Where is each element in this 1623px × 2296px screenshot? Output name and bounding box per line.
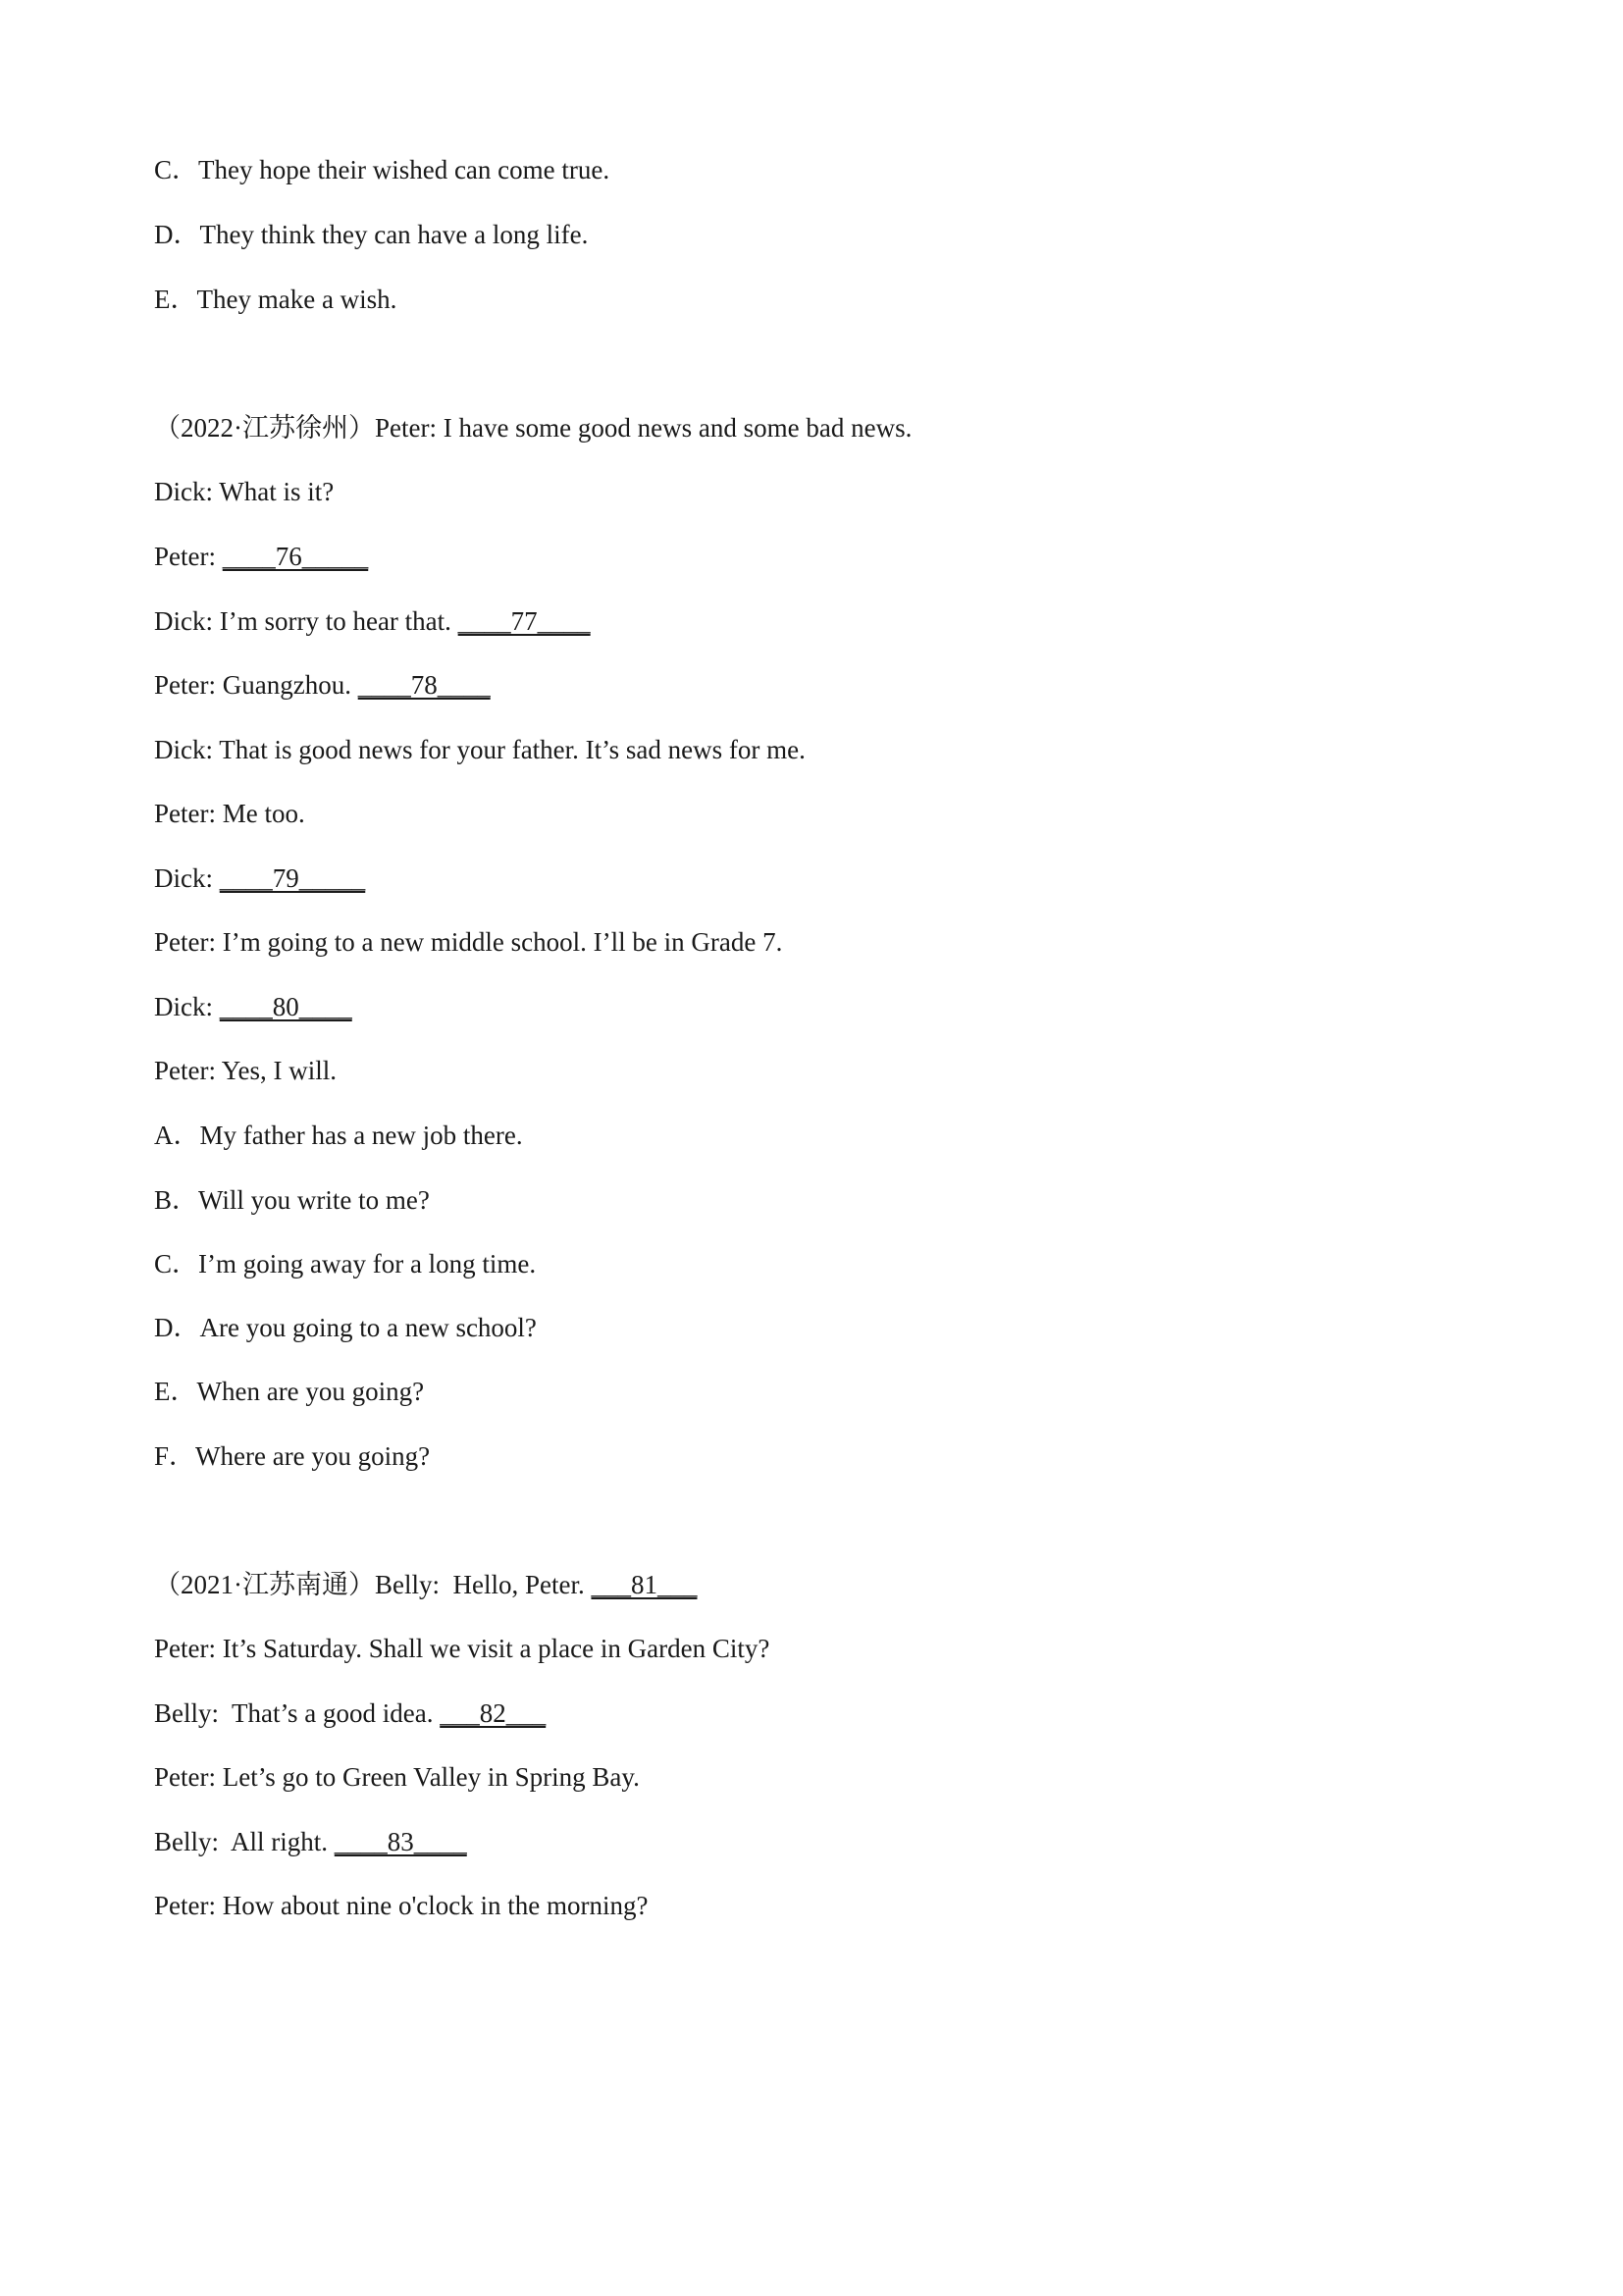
option-f-text: F．Where are you going? — [154, 1441, 431, 1471]
dialogue-line: Peter: Me too. — [154, 799, 305, 828]
dialogue-line-blank-80: Dick: ____80____ — [154, 989, 352, 1024]
dialogue-line-blank-77: Dick: I’m sorry to hear that. ____77____ — [154, 603, 591, 639]
option-a-text: A．My father has a new job there. — [154, 1121, 523, 1150]
blank-81: ___81___ — [591, 1570, 698, 1599]
dialogue-line: Peter: I’m going to a new middle school. I’ll be in Grade 7. — [154, 927, 783, 957]
question-header-nantong: （2021·江苏南通）Belly: Hello, Peter. ___81___ — [154, 1567, 697, 1602]
blank-83: ____83____ — [334, 1827, 467, 1856]
dialogue-line-blank-79: Dick: ____79_____ — [154, 861, 365, 896]
option-b-text: B．Will you write to me? — [154, 1185, 430, 1215]
dialogue-line: Peter: Let’s go to Green Valley in Spring Bay. — [154, 1762, 640, 1792]
blank-79: ____79_____ — [219, 863, 366, 893]
dialogue-line: Dick: That is good news for your father. It’s sad news for me. — [154, 735, 806, 764]
blank-77: ____77____ — [457, 606, 591, 636]
blank-82: ___82___ — [440, 1698, 547, 1728]
dialogue-line: Peter: How about nine o'clock in the morning? — [154, 1891, 649, 1920]
dialogue-line-blank-82: Belly: That’s a good idea. ___82___ — [154, 1696, 546, 1731]
blank-76: ____76_____ — [222, 542, 369, 571]
dialogue-line: Peter: Yes, I will. — [154, 1056, 338, 1085]
dialogue-line: Dick: What is it? — [154, 477, 335, 506]
option-e-text: E．They make a wish. — [154, 285, 397, 314]
blank-78: ____78____ — [357, 670, 491, 700]
option-e-text: E．When are you going? — [154, 1377, 425, 1406]
option-c-text: C．I’m going away for a long time. — [154, 1249, 537, 1278]
option-d-text: D．Are you going to a new school? — [154, 1313, 537, 1342]
question-header-xuzhou: （2022·江苏徐州）Peter: I have some good news and some bad news. — [154, 413, 913, 443]
dialogue-line-blank-78: Peter: Guangzhou. ____78____ — [154, 667, 491, 703]
option-c-text: C．They hope their wished can come true. — [154, 155, 610, 184]
dialogue-line-blank-76: Peter: ____76_____ — [154, 539, 368, 574]
dialogue-line-blank-83: Belly: All right. ____83____ — [154, 1824, 467, 1859]
blank-80: ____80____ — [219, 992, 352, 1021]
option-d-text: D．They think they can have a long life. — [154, 220, 589, 249]
dialogue-line: Peter: It’s Saturday. Shall we visit a place in Garden City? — [154, 1634, 770, 1663]
